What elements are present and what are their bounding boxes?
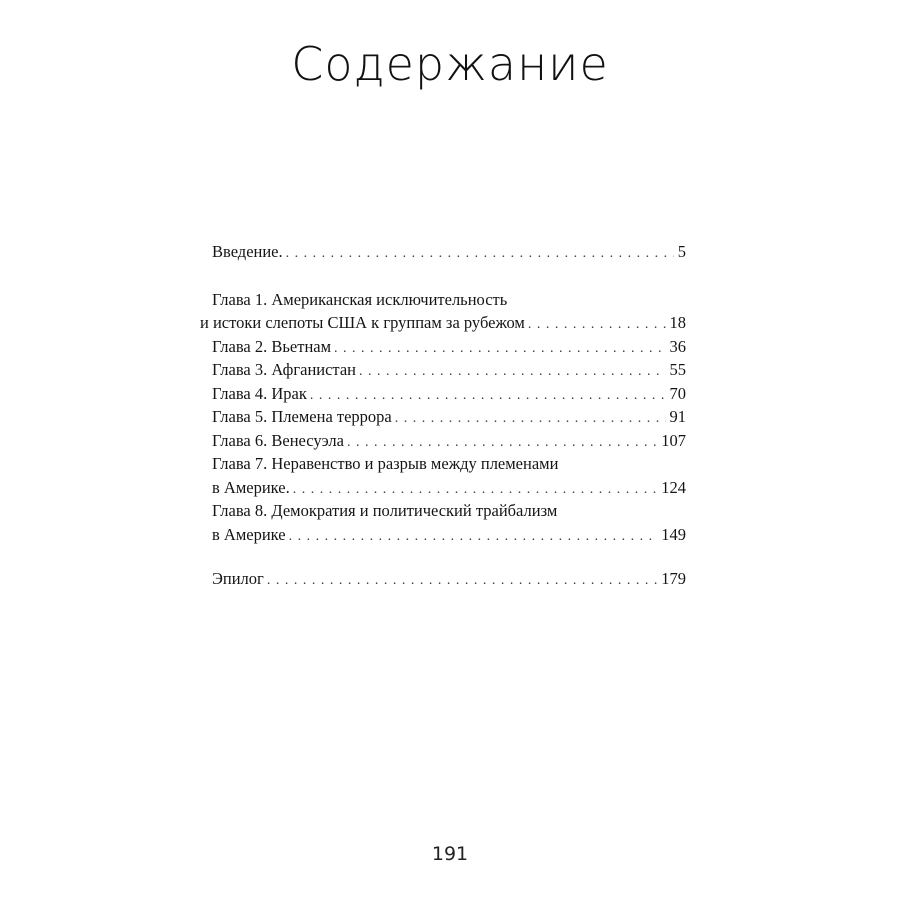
toc-entry-ch5 [212,405,686,429]
toc-entry-ch6 [212,429,686,453]
toc-entry-label: в Америке. [212,477,290,497]
toc-entry-label: Эпилог [212,569,264,588]
toc-entry-page: 107 [661,430,686,450]
toc-entry-label: Глава 3. Афганистан [212,360,356,379]
dot-leader [310,384,666,408]
toc-entry-page: 179 [661,569,686,588]
toc-entry-ch1-line1 [212,288,686,312]
toc-entry-page: 91 [669,407,686,426]
toc-entry-ch8-line2 [212,523,686,547]
toc-entry-page: 124 [661,477,686,497]
toc-entry-page: 149 [661,524,686,544]
toc-entry-label: Глава 8. Демократия и политический трайбализм [212,501,558,520]
page-title: Содержание [291,37,609,91]
dot-leader [528,313,666,337]
toc-entry-page: 18 [669,313,686,332]
toc-entry-label: в Америке [212,524,286,544]
toc-entry-ch4 [212,382,686,406]
toc-entry-epilogue [212,567,686,591]
toc-entry-ch1-line2 [200,311,686,335]
dot-leader [289,525,658,549]
toc-entry-page: 36 [669,336,686,356]
dot-leader [359,360,666,384]
toc-entry-ch7-line1 [212,452,686,476]
dot-leader [293,478,658,502]
dot-leader [286,242,674,266]
toc-entry-ch3 [212,358,686,382]
toc-entry-page: 55 [669,360,686,379]
dot-leader [334,337,665,361]
toc-entry-label: Глава 7. Неравенство и разрыв между племенами [212,454,559,473]
toc-entry-intro [212,240,686,264]
page-number: 191 [431,843,469,865]
toc-entry-label: Глава 1. Американская исключительность [212,289,508,309]
toc-entry-ch7-line2 [212,476,686,500]
toc-entry-label: Глава 4. Ирак [212,383,307,403]
dot-leader [267,569,657,593]
toc-entry-ch8-line1 [212,499,686,523]
toc-entry-label: и истоки слепоты США к группам за рубежом [200,313,525,332]
toc-entry-label: Глава 2. Вьетнам [212,336,332,356]
dot-leader [347,431,657,455]
toc-entry-ch2 [212,335,686,359]
toc-entry-label: Глава 6. Венесуэла [212,430,344,450]
toc-entry-label: Введение. [212,242,283,261]
dot-leader [395,407,666,431]
table-of-contents [200,240,686,591]
toc-entry-page: 5 [677,242,686,261]
toc-entry-page: 70 [669,383,686,403]
toc-entry-label: Глава 5. Племена террора [212,407,392,426]
